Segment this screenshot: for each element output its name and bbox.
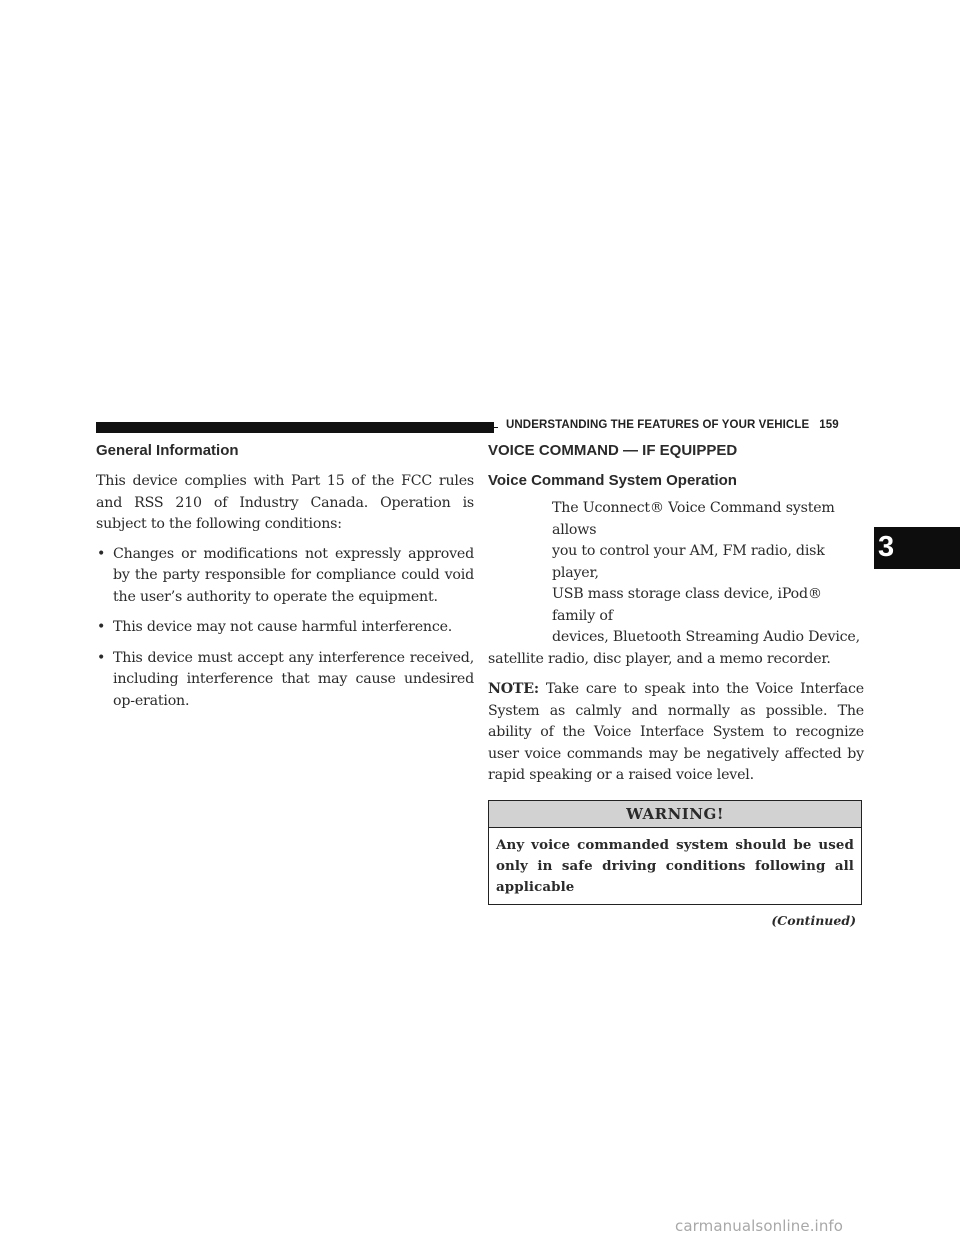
bullet-icon: • [97, 545, 106, 562]
header-rule [96, 422, 494, 433]
list-item-text: Changes or modifications not expressly approved by the party responsible for compliance could void the user’s authority to operate the equipment. [113, 545, 474, 605]
list-item [96, 648, 474, 713]
voice-command-intro [488, 498, 864, 670]
note-paragraph [488, 679, 864, 787]
watermark-text: carmanualsonline.info [675, 1217, 844, 1235]
bullet-icon: • [97, 649, 106, 666]
continued-label: (Continued) [771, 912, 856, 928]
running-header-title: UNDERSTANDING THE FEATURES OF YOUR VEHICLE [506, 419, 810, 431]
intro-line: devices, Bluetooth Streaming Audio Device, [552, 629, 860, 645]
left-column [96, 440, 474, 712]
list-item [96, 544, 474, 609]
fcc-intro-paragraph: This device complies with Part 15 of the FCC rules and RSS 210 of Industry Canada. Operation is subject to the following conditions: [96, 473, 474, 532]
warning-text: Any voice commanded system should be used only in safe driving conditions following all applicable [496, 836, 854, 895]
list-item [96, 617, 474, 639]
intro-line: you to control your AM, FM radio, disk player, [552, 543, 825, 581]
list-item-text: This device may not cause harmful interference. [113, 619, 453, 635]
intro-line: satellite radio, disc player, and a memo recorder. [488, 650, 831, 667]
header-rule-tail [494, 427, 498, 428]
right-column [488, 440, 864, 928]
bullet-icon: • [97, 619, 106, 635]
chapter-tab [874, 527, 960, 569]
intro-line: USB mass storage class device, iPod® family of [552, 586, 822, 624]
voice-command-heading: VOICE COMMAND — IF EQUIPPED [488, 442, 738, 459]
general-information-heading: General Information [96, 442, 239, 459]
conditions-list [96, 544, 474, 713]
page-number: 159 [819, 419, 839, 431]
warning-box [488, 800, 862, 905]
chapter-number: 3 [878, 531, 895, 563]
running-header [506, 419, 839, 431]
list-item-text: This device must accept any interference received, including interference that may cause undesired op-eration. [113, 649, 474, 709]
voice-command-operation-subheading: Voice Command System Operation [488, 472, 737, 489]
note-label: NOTE: [488, 681, 539, 697]
warning-title: WARNING! [489, 801, 861, 828]
note-text: Take care to speak into the Voice Interface System as calmly and normally as possible. The ability of the Voice Interface System to recognize user voice commands may be negatively affected by rapid speaking or a raised voice level. [488, 681, 864, 783]
intro-line: The Uconnect® Voice Command system allows [552, 500, 835, 538]
